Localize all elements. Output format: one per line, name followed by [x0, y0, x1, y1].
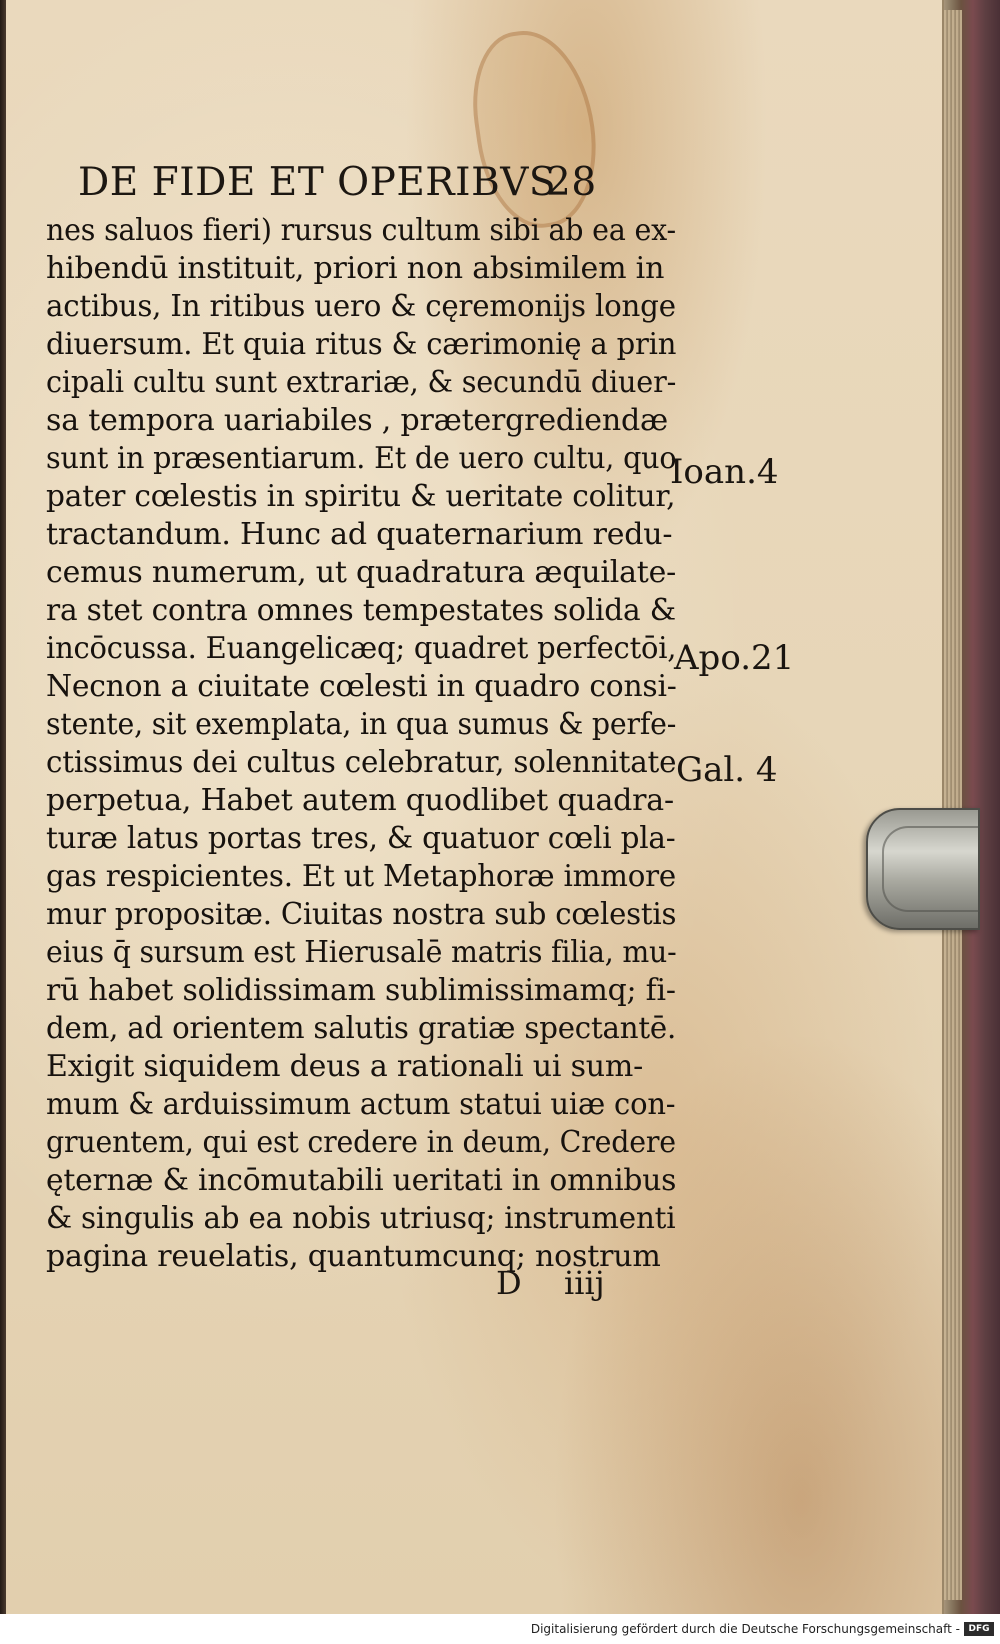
text-line: eius q̄ sursum est Hierusalē matris filia, mu-: [46, 935, 677, 970]
footer-bar: [0, 1614, 1000, 1644]
text-line: hibendū instituit, priori non absimilem in: [46, 251, 665, 286]
text-line: diuersum. Et quia ritus & cærimonię a prin: [46, 327, 677, 362]
text-line: pagina reuelatis, quantumcunq; nostrum: [46, 1239, 661, 1274]
running-header: [78, 160, 598, 210]
text-line: cipali cultu sunt extrariæ, & secundū diuer-: [46, 365, 677, 400]
text-line: rū habet solidissimam sublimissimamq; fi-: [46, 973, 676, 1008]
text-line: tractandum. Hunc ad quaternarium redu-: [46, 517, 673, 552]
marginal-note-apo: Apo.21: [674, 638, 795, 678]
signature-mark: D: [496, 1264, 522, 1302]
signature-number: iiij: [564, 1264, 605, 1302]
text-line: Necnon a ciuitate cœlesti in quadro consi-: [46, 669, 677, 704]
book-page: [6, 0, 944, 1614]
text-line: nes saluos fieri) rursus cultum sibi ab ea ex-: [46, 213, 676, 248]
text-line: Exigit siquidem deus a rationali ui sum-: [46, 1049, 644, 1084]
text-line: dem, ad orientem salutis gratiæ spectantē.: [46, 1011, 677, 1046]
metal-clasp: [866, 808, 980, 930]
text-line: mur propositæ. Ciuitas nostra sub cœlestis: [46, 897, 677, 932]
text-line: ctissimus dei cultus celebratur, solennitate: [46, 745, 677, 780]
text-line: ęternæ & incōmutabili ueritati in omnibus: [46, 1163, 677, 1198]
funding-credit: Digitalisierung gefördert durch die Deutsche Forschungsgemeinschaft -: [530, 1622, 960, 1636]
text-line: gas respicientes. Et ut Metaphoræ immore: [46, 859, 677, 894]
marginal-note-gal: Gal. 4: [676, 750, 778, 790]
marginal-note-ioan: Ioan.4: [670, 452, 779, 492]
page-stack: [944, 10, 962, 1600]
text-line: actibus, In ritibus uero & cęremonijs longe: [46, 289, 676, 324]
dfg-logo: DFG: [964, 1622, 994, 1636]
running-title: DE FIDE ET OPERIBVS: [78, 160, 557, 205]
text-line: ra stet contra omnes tempestates solida &: [46, 593, 676, 628]
text-line: mum & arduissimum actum statui uiæ con-: [46, 1087, 676, 1122]
text-line: turæ latus portas tres, & quatuor cœli pla-: [46, 821, 676, 856]
text-line: & singulis ab ea nobis utriusq; instrumenti: [46, 1201, 676, 1236]
text-line: cemus numerum, ut quadratura æquilate-: [46, 555, 677, 590]
text-line: perpetua, Habet autem quodlibet quadra-: [46, 783, 674, 818]
text-line: incōcussa. Euangelicæq; quadret perfectōi,: [46, 631, 677, 666]
text-line: gruentem, qui est credere in deum, Credere: [46, 1125, 676, 1160]
text-line: sunt in præsentiarum. Et de uero cultu, quo: [46, 441, 677, 476]
text-line: sa tempora uariabiles , prætergrediendæ: [46, 403, 668, 438]
body-text: [46, 212, 686, 1276]
folio-number: 28: [546, 160, 597, 205]
text-line: pater cœlestis in spiritu & ueritate colitur,: [46, 479, 676, 514]
text-line: stente, sit exemplata, in qua sumus & perfe-: [46, 707, 677, 742]
